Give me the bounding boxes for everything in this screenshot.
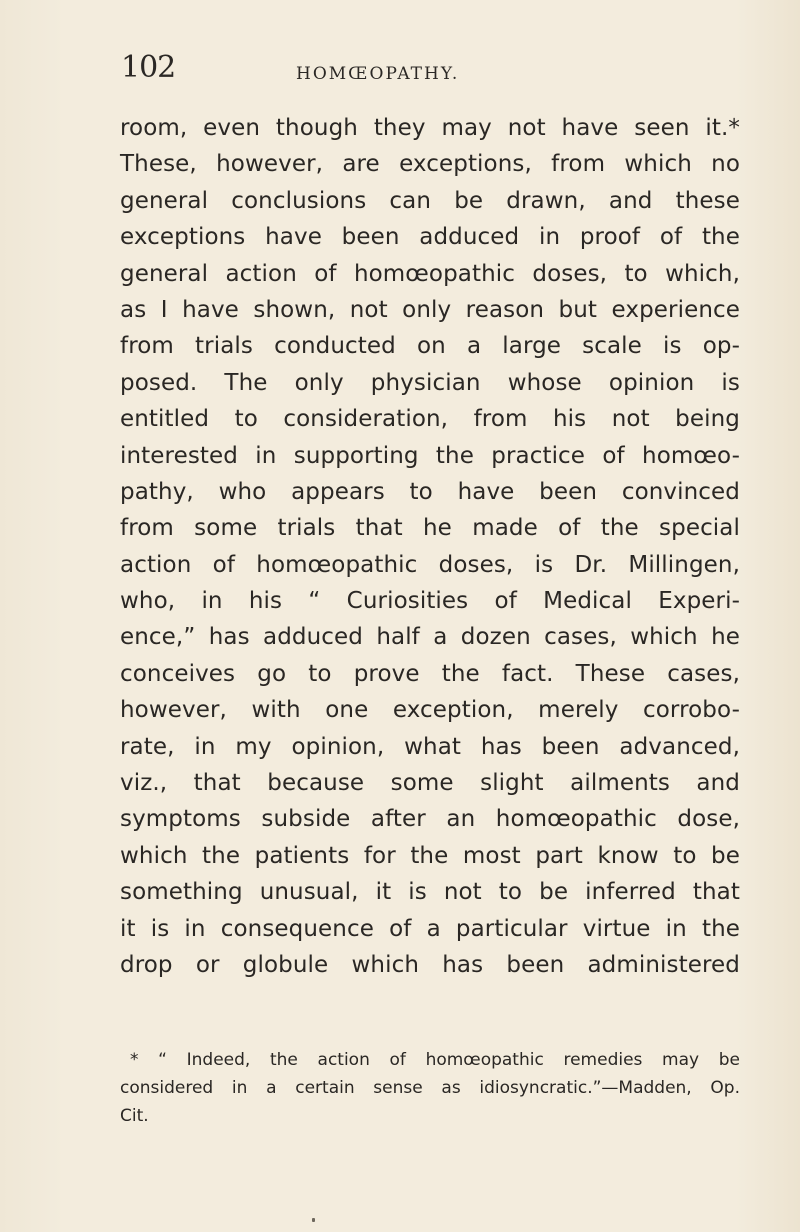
text-line: it is in consequence of a particular virtue in the [120,915,740,942]
text-line: exceptions have been adduced in proof of the [120,224,740,251]
text-line: room, even though they may not have seen it.* [120,115,740,141]
text-line: action of homœopathic doses, is Dr. Millingen, [120,551,740,578]
text-line: viz., that because some slight ailments and [120,770,740,797]
text-line: entitled to consideration, from his not being [120,406,740,433]
text-line: interested in supporting the practice of homœo- [120,442,740,469]
text-line: general action of homœopathic doses, to which, [120,260,740,287]
footnote [120,1046,740,1130]
text-line: symptoms subside after an homœopathic dose, [120,806,740,833]
text-line: however, with one exception, merely corrobo- [120,697,740,724]
text-line: as I have shown, not only reason but experience [120,296,740,323]
text-line: general conclusions can be drawn, and these [120,187,740,214]
footnote-line: Cit. [120,1106,149,1126]
ink-speck [312,1218,315,1222]
text-line: from trials conducted on a large scale is op- [120,333,740,360]
text-line: ence,” has adduced half a dozen cases, which he [120,624,740,651]
footnote-line: considered in a certain sense as idiosyncratic.”—Madden, Op. [120,1078,740,1098]
text-line: pathy, who appears to have been convinced [120,478,740,505]
text-line: from some trials that he made of the special [120,515,740,542]
text-line: drop or globule which has been administered [120,951,740,978]
text-line: something unusual, it is not to be inferred that [120,879,740,906]
running-head: HOMŒOPATHY. [296,64,460,84]
text-line: These, however, are exceptions, from which no [120,151,740,178]
text-line: which the patients for the most part know to be [120,842,740,869]
text-line: who, in his “ Curiosities of Medical Experi- [120,588,740,615]
page-number: 102 [121,50,176,85]
body-text [120,110,740,983]
footnote-line: * “ Indeed, the action of homœopathic remedies may be [130,1050,740,1070]
text-line: rate, in my opinion, what has been advanced, [120,733,740,760]
text-line: posed. The only physician whose opinion is [120,369,740,396]
text-line: conceives go to prove the fact. These cases, [120,660,740,687]
